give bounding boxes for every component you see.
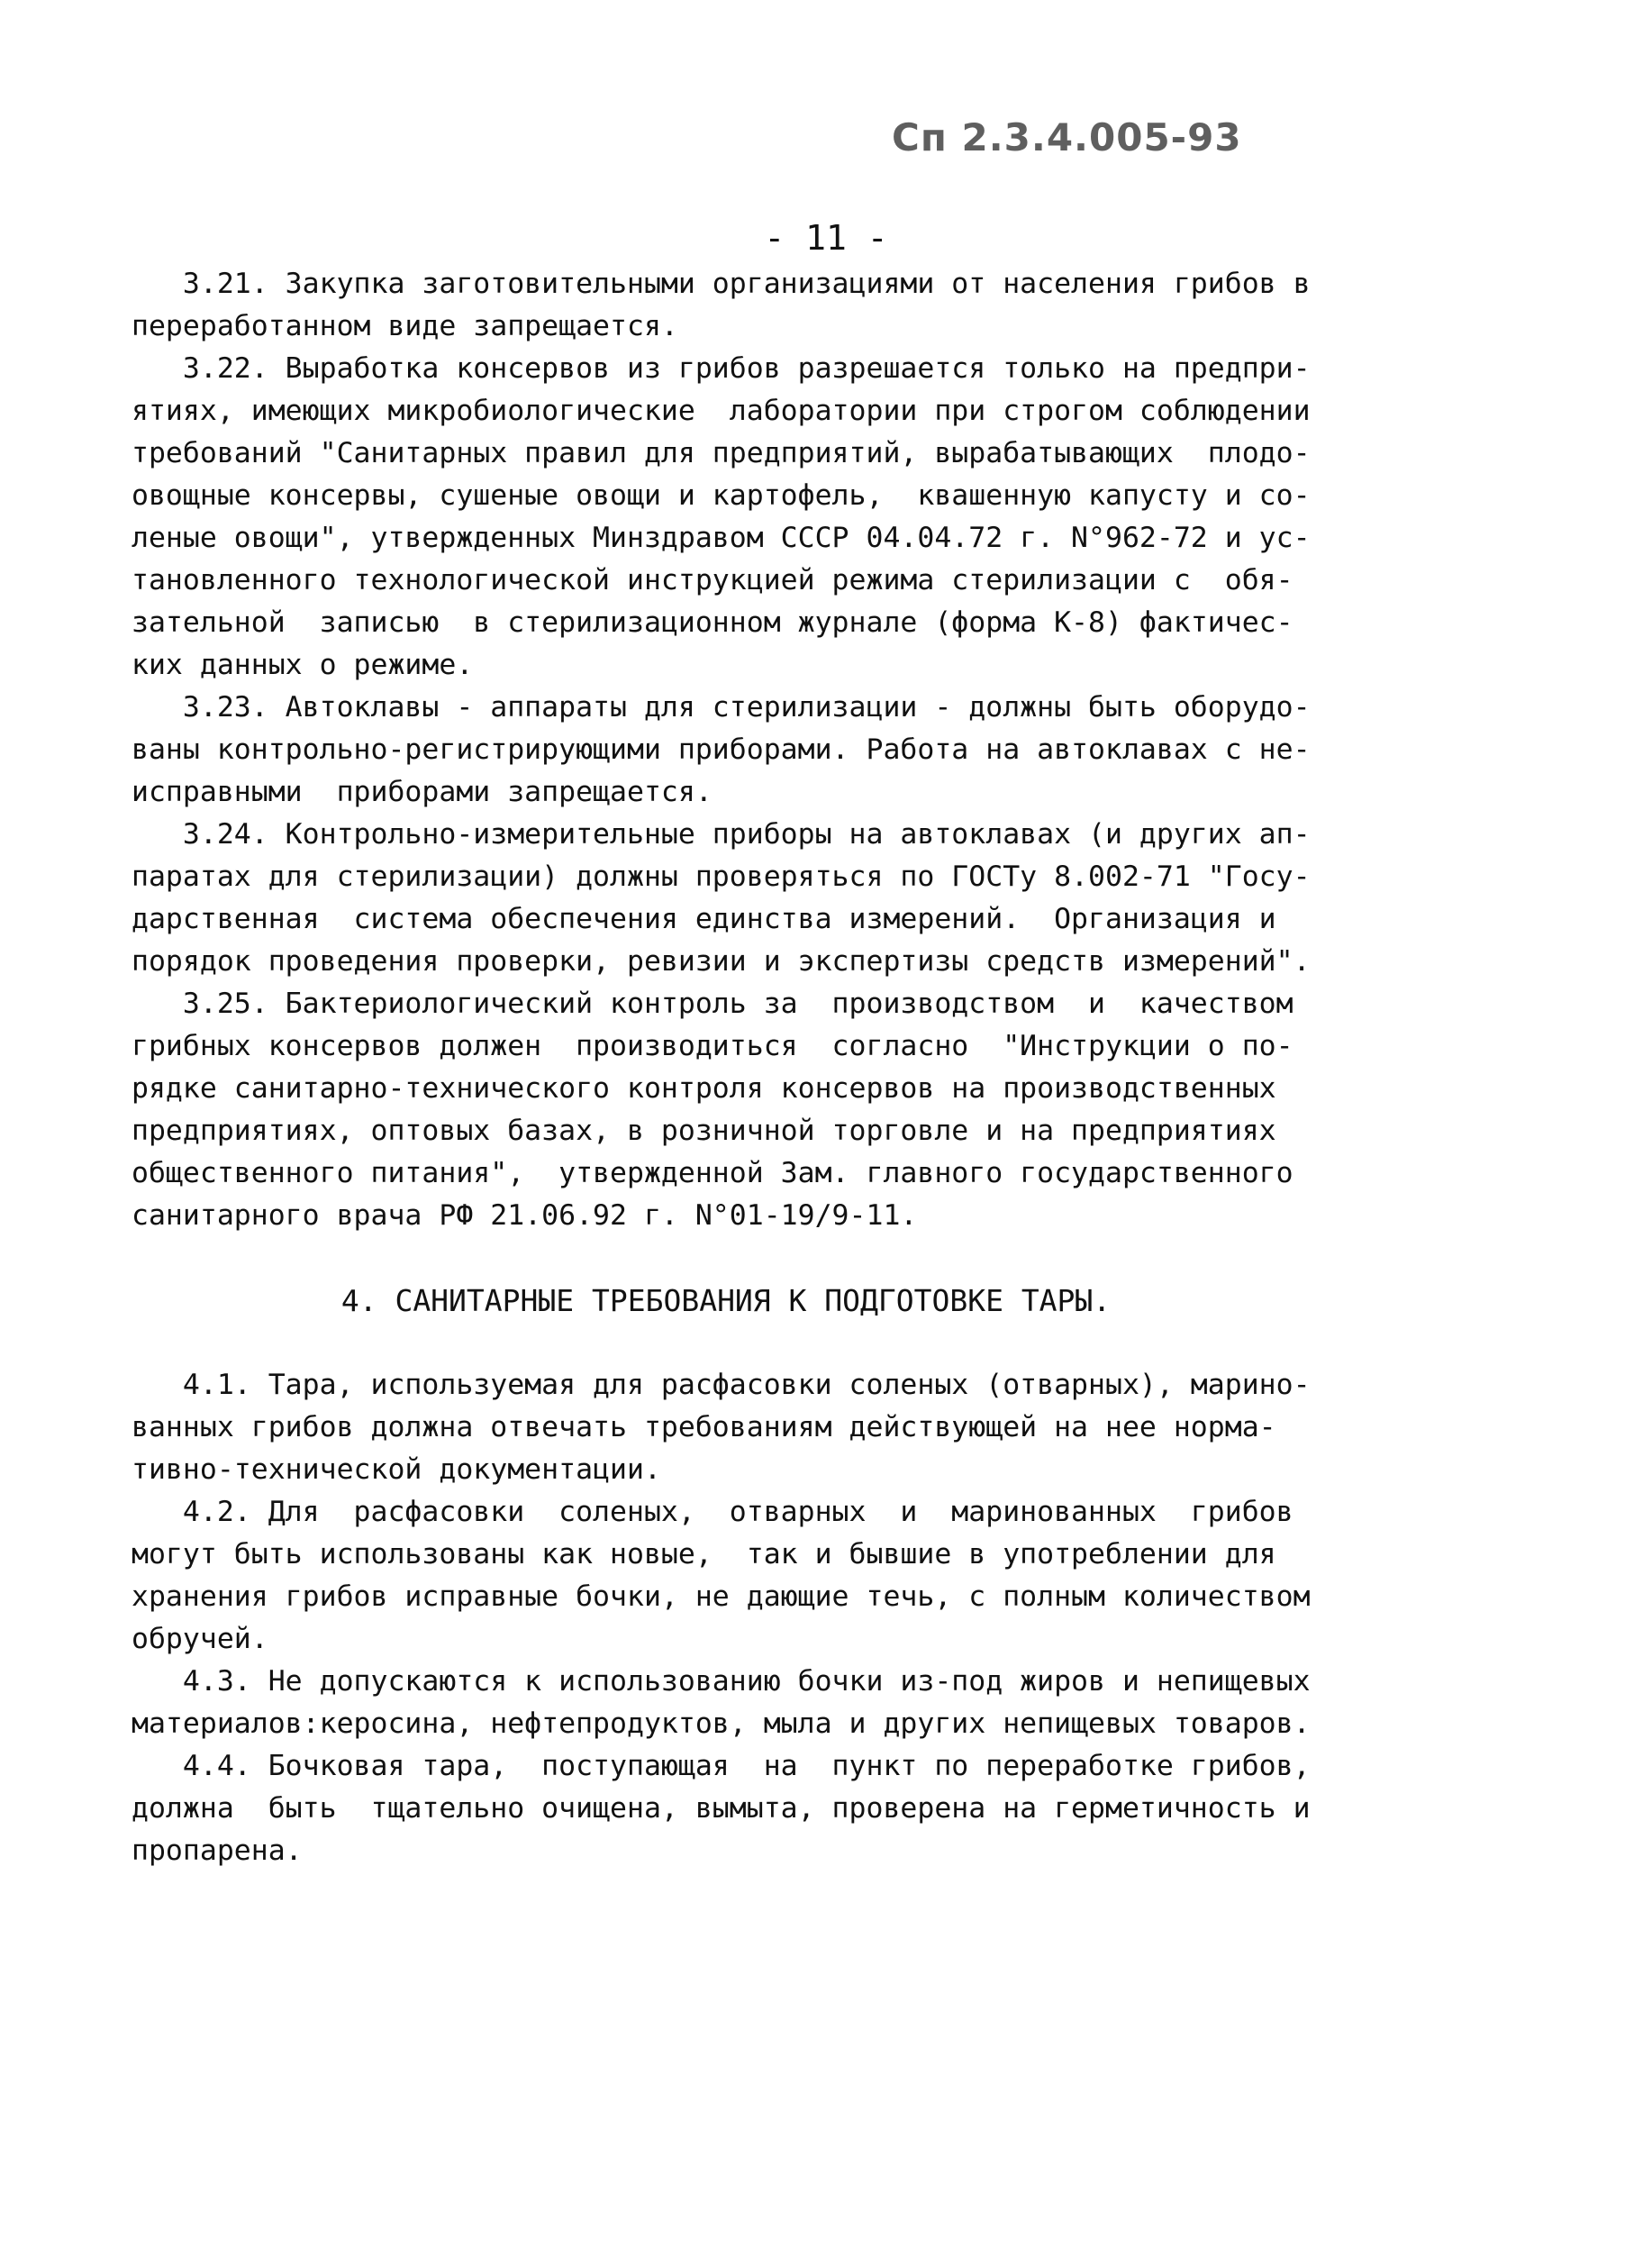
page-number: - 11 - [764,218,888,258]
text-line: предприятиях, оптовых базах, в розничной торговле и на предприятиях [132,1115,1276,1147]
text-line: ваны контрольно-регистрирующими приборами. Работа на автоклавах с не- [132,733,1311,766]
paragraph [132,348,1321,687]
text-line: тивно-технической документации. [132,1453,661,1486]
text-line: овощные консервы, сушеные овощи и картофель, квашенную капусту и со- [132,479,1311,512]
text-line: хранения грибов исправные бочки, не дающие течь, с полным количеством [132,1580,1311,1613]
text-line: 4.4. Бочковая тара, поступающая на пункт по переработке грибов, [132,1750,1311,1782]
text-line: 4.3. Не допускаются к использованию бочки из-под жиров и непищевых [132,1665,1311,1698]
text-line: 4.2. Для расфасовки соленых, отварных и маринованных грибов [132,1496,1293,1528]
text-line: 4.1. Тара, используемая для расфасовки соленых (отварных), марино- [132,1369,1311,1401]
text-line: общественного питания", утвержденной Зам. главного государственного [132,1157,1293,1189]
spacer [132,1237,1321,1279]
text-line: 3.25. Бактериологический контроль за производством и качеством [132,988,1293,1020]
text-line: пропарена. [132,1835,303,1867]
text-line: 3.21. Закупка заготовительными организациями от населения грибов в [132,268,1311,300]
text-line: 3.24. Контрольно-измерительные приборы на автоклавах (и других ап- [132,818,1311,851]
paragraph [132,983,1321,1237]
paragraph [132,1661,1321,1745]
text-line: паратах для стерилизации) должны проверяться по ГОСТу 8.002-71 "Госу- [132,860,1311,893]
text-line: дарственная система обеспечения единства измерений. Организация и [132,903,1276,935]
paragraph [132,814,1321,983]
text-line: исправными приборами запрещается. [132,776,713,808]
text-line: рядке санитарно-технического контроля консервов на производственных [132,1072,1276,1105]
text-line: требований "Санитарных правил для предприятий, вырабатывающих плодо- [132,437,1311,469]
text-line: ванных грибов должна отвечать требованиям действующей на нее норма- [132,1411,1276,1443]
text-line: 3.23. Автоклавы - аппараты для стерилизации - должны быть оборудо- [132,691,1311,724]
spacer [132,1322,1321,1364]
text-line: зательной записью в стерилизационном журнале (форма К-8) фактичес- [132,606,1293,639]
paragraph [132,1364,1321,1491]
section-3 [132,263,1321,1237]
text-line: порядок проведения проверки, ревизии и экспертизы средств измерений". [132,945,1311,978]
paragraph [132,1745,1321,1872]
document-body [132,263,1321,1872]
section-4 [132,1364,1321,1872]
text-line: должна быть тщательно очищена, вымыта, проверена на герметичность и [132,1792,1311,1825]
text-line: ятиях, имеющих микробиологические лаборатории при строгом соблюдении [132,395,1311,427]
text-line: материалов:керосина, нефтепродуктов, мыла и других непищевых товаров. [132,1707,1311,1740]
text-line: ких данных о режиме. [132,649,474,681]
paragraph [132,263,1321,348]
section-heading: 4. САНИТАРНЫЕ ТРЕБОВАНИЯ К ПОДГОТОВКЕ ТАРЫ. [340,1283,1112,1318]
document-code: Сп 2.3.4.005-93 [892,115,1242,159]
text-line: обручей. [132,1623,268,1655]
text-line: грибных консервов должен производиться согласно "Инструкции о по- [132,1030,1293,1062]
text-line: санитарного врача РФ 21.06.92 г. N°01-19/9-11. [132,1199,918,1232]
text-line: 3.22. Выработка консервов из грибов разрешается только на предпри- [132,352,1311,385]
text-line: могут быть использованы как новые, так и бывшие в употреблении для [132,1538,1276,1571]
text-line: тановленного технологической инструкцией режима стерилизации с обя- [132,564,1293,596]
paragraph [132,687,1321,814]
paragraph [132,1491,1321,1661]
text-line: леные овощи", утвержденных Минздравом СССР 04.04.72 г. N°962-72 и ус- [132,522,1311,554]
text-line: переработанном виде запрещается. [132,310,678,342]
